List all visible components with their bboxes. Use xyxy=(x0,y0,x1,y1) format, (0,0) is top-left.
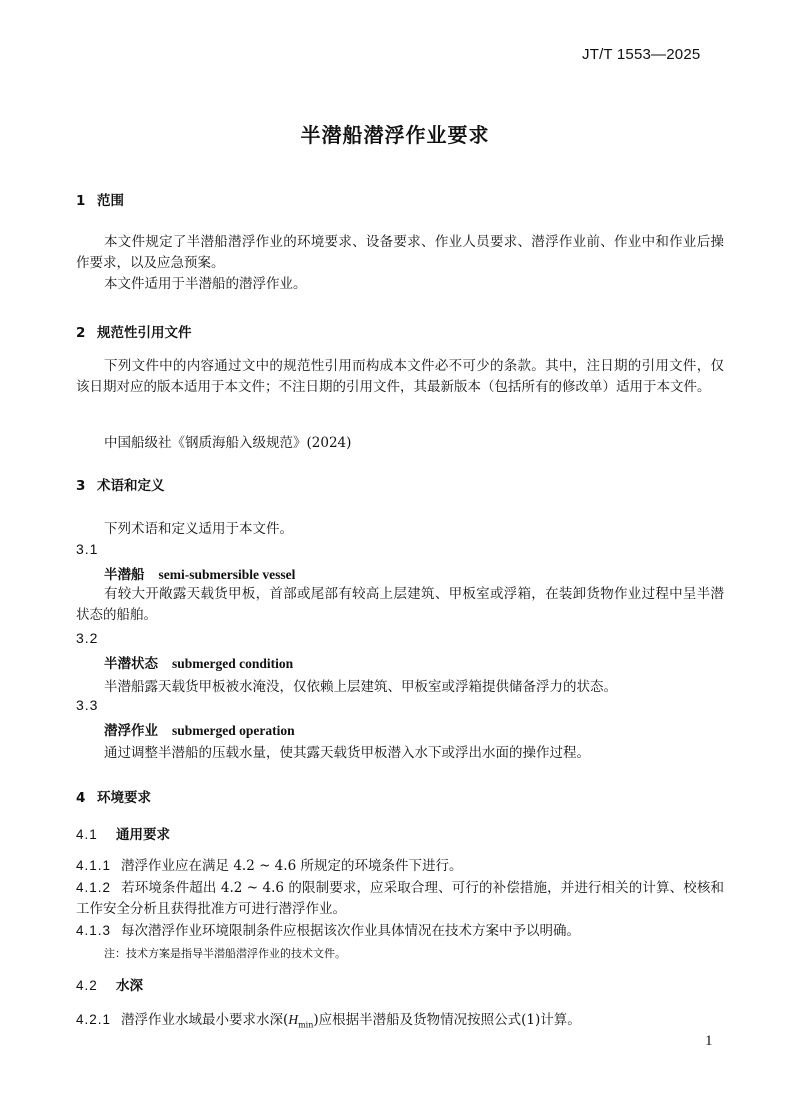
subsection-number: 4.2 xyxy=(76,978,98,993)
term-chinese: 半潜状态 xyxy=(104,656,158,672)
term-definition: 有较大开敞露天载货甲板，首部或尾部有较高上层建筑、甲板室或浮箱，在装卸货物作业过程中呈半潜状态的船舶。 xyxy=(76,586,724,623)
page-number: 1 xyxy=(705,1033,713,1049)
subsection-title: 通用要求 xyxy=(116,827,170,843)
term-english: submerged condition xyxy=(172,656,294,671)
section-4-heading xyxy=(76,786,151,806)
section-1-paragraph-2: 本文件适用于半潜船的潜浮作业。 xyxy=(104,276,307,292)
term-number: 3.2 xyxy=(76,630,99,646)
section-3-heading xyxy=(76,474,165,494)
note: 注：技术方案是指导半潜船潜浮作业的技术文件。 xyxy=(104,947,346,960)
clause-4-1-1 xyxy=(76,855,724,877)
clause-text: 每次潜浮作业环境限制条件应根据该次作业具体情况在技术方案中予以明确。 xyxy=(121,923,581,939)
subsection-4-2-heading xyxy=(76,974,143,994)
term-number: 3.3 xyxy=(76,697,99,713)
term-definition: 半潜船露天载货甲板被水淹没，仅依赖上层建筑、甲板室或浮箱提供储备浮力的状态。 xyxy=(104,679,617,695)
subsection-title: 水深 xyxy=(116,978,143,994)
clause-4-1-2 xyxy=(76,877,724,920)
term-heading xyxy=(104,563,295,583)
clause-text-end: )应根据半潜船及货物情况按照公式(1)计算。 xyxy=(313,1012,581,1028)
clause-text: 潜浮作业应在满足 4.2 ~ 4.6 所规定的环境条件下进行。 xyxy=(121,858,463,874)
section-title: 术语和定义 xyxy=(97,478,165,494)
clause-number: 4.1.2 xyxy=(76,880,112,895)
clause-number: 4.1.1 xyxy=(76,858,112,873)
term-heading xyxy=(104,652,293,672)
term-heading xyxy=(104,719,295,739)
section-3-intro: 下列术语和定义适用于本文件。 xyxy=(104,521,293,537)
section-number: 4 xyxy=(76,790,86,806)
section-1-paragraph-1: 本文件规定了半潜船潜浮作业的环境要求、设备要求、作业人员要求、潜浮作业前、作业中和作业后操作要求，以及应急预案。 xyxy=(76,234,724,271)
term-chinese: 潜浮作业 xyxy=(104,723,158,739)
section-2-heading xyxy=(76,321,192,341)
subsection-number: 4.1 xyxy=(76,827,98,842)
clause-4-2-1 xyxy=(76,1009,724,1036)
standard-code: JT/T 1553—2025 xyxy=(582,46,701,63)
section-number: 1 xyxy=(76,193,86,209)
term-english: semi-submersible vessel xyxy=(158,567,296,582)
section-1-heading xyxy=(76,189,124,209)
normative-reference: 中国船级社《钢质海船入级规范》(2024) xyxy=(104,435,352,451)
term-english: submerged operation xyxy=(172,723,295,738)
symbol-subscript: min xyxy=(298,1020,314,1030)
section-title: 环境要求 xyxy=(97,790,151,806)
document-title: 半潜船潜浮作业要求 xyxy=(300,123,490,147)
term-chinese: 半潜船 xyxy=(104,567,145,583)
section-number: 3 xyxy=(76,478,86,494)
section-2-paragraph-1: 下列文件中的内容通过文中的规范性引用而构成本文件必不可少的条款。其中，注日期的引用文件，仅该日期对应的版本适用于本文件；不注日期的引用文件，其最新版本（包括所有的修改单）适用于本文件。 xyxy=(76,358,724,395)
section-title: 规范性引用文件 xyxy=(97,325,192,341)
term-number: 3.1 xyxy=(76,541,99,557)
symbol-h: H xyxy=(288,1012,299,1027)
clause-number: 4.2.1 xyxy=(76,1012,112,1027)
subsection-4-1-heading xyxy=(76,823,170,843)
clause-4-1-3 xyxy=(76,920,724,942)
section-number: 2 xyxy=(76,325,86,341)
clause-text: 若环境条件超出 4.2 ~ 4.6 的限制要求，应采取合理、可行的补偿措施，并进行相关的计算、校核和工作安全分析且获得批准方可进行潜浮作业。 xyxy=(76,880,724,917)
term-definition: 通过调整半潜船的压载水量，使其露天载货甲板潜入水下或浮出水面的操作过程。 xyxy=(104,745,590,761)
section-title: 范围 xyxy=(97,193,124,209)
clause-number: 4.1.3 xyxy=(76,923,112,938)
clause-text-start: 潜浮作业水域最小要求水深( xyxy=(121,1012,289,1028)
